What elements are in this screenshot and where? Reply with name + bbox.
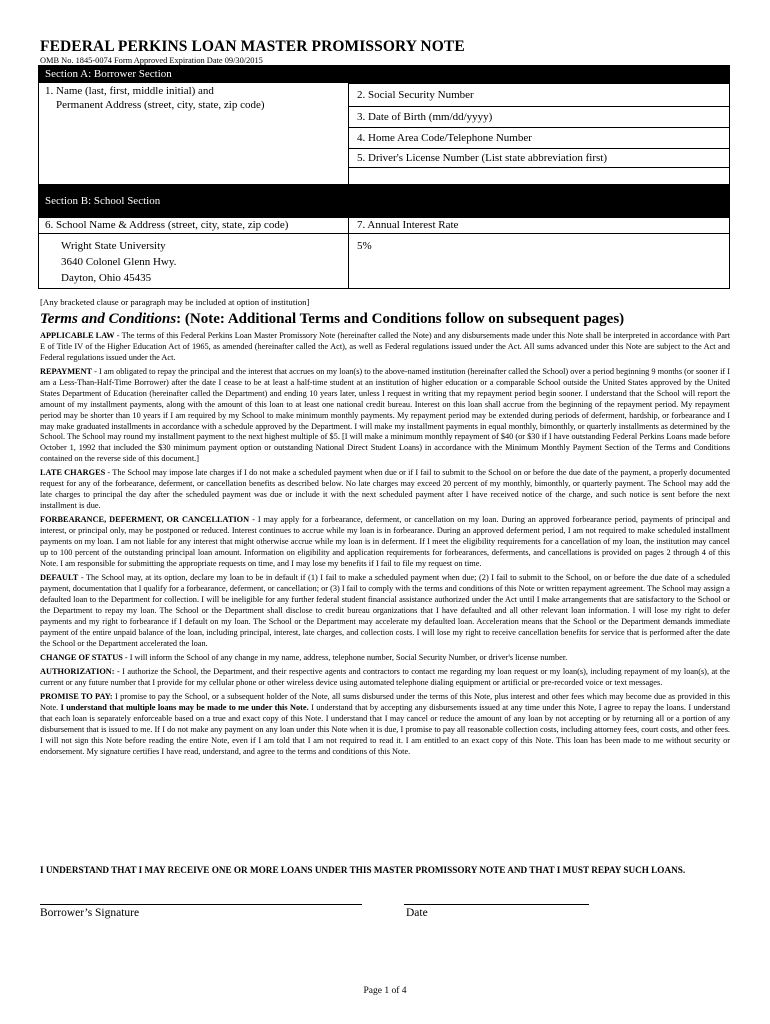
section-b-divider xyxy=(348,218,349,288)
text-forbearance: - I may apply for a forbearance, deferment, or cancellation on my loan. During an approved forbearance period, payments of principal and interest, or principal only, may be postponed or reduced. Interest continues to accrue while my loan is in forbearance. During an approved deferment period, I am not required to make scheduled installment payments on my loan. I am not liable for any interest that might otherwise accrue while my loan is in deferment. If I meet the eligibility requirements for a cancellation of my loan, the institution may cancel up to 100 percent of the outstanding principal loan amount. Information on eligibility and application requirements for forbearances, deferments, and cancellations is provided on pages 2 through 4 of this Note. I am responsible for submitting the appropriate requests on time, and I may lose my benefits if I fail to file my request on time. xyxy=(40,515,730,569)
text-repayment: - I am obligated to repay the principal and the interest that accrues on my loan(s) to the above-named institution (hereinafter called the School) over a period beginning 9 months (or sooner if I am a Less-Than-Half-Time Borrower) after the date I cease to be at least a half-time student at an institution of higher education or a comparable School outside the United States approved by the United States Department of Education (hereinafter called the Department) and ending 10 years later, unless I request in writing that my repayment period begin sooner. I understand that the School will report the amount of my installment payments, along with the amount of this loan to at least one national credit bureau. Interest on this loan shall accrue from the beginning of the repayment period. My repayment period may be shorter than 10 years if I am required by my School to make minimum monthly payments. My repayment period may be extended during periods of deferment, hardship, or forbearance and I may make graduated installments in accordance with a schedule approved by the Department. I will make my installment payments in equal monthly, bimonthly, or quarterly installments as determined by the School. The School may round my installment payment to the next highest multiple of $5. [I will make a minimum monthly repayment of $40 (or $30 if I have outstanding Federal Perkins Loans made before October 1, 1992 that included the $30 minimum payment option or outstanding National Direct Student Loans) in accordance with the Minimum Monthly Payment Section of the Terms and Conditions contained on the reverse side of this document.] xyxy=(40,367,730,464)
paragraph-authorization xyxy=(40,667,730,689)
terms-heading-italic: Terms and Conditions xyxy=(40,311,177,327)
school-name: Wright State University xyxy=(61,240,166,252)
label-repayment: REPAYMENT xyxy=(40,367,93,377)
field-school-address-label: 6. School Name & Address (street, city, state, zip code) xyxy=(45,219,289,231)
paragraph-repayment xyxy=(40,367,730,465)
label-default: DEFAULT xyxy=(40,573,79,583)
borrower-signature-line[interactable] xyxy=(40,904,362,905)
field-dob-label[interactable]: 3. Date of Birth (mm/dd/yyyy) xyxy=(357,111,493,123)
school-city: Dayton, Ohio 45435 xyxy=(61,272,152,284)
document-title: FEDERAL PERKINS LOAN MASTER PROMISSORY NOTE xyxy=(40,38,465,55)
paragraph-applicable-law xyxy=(40,331,730,364)
rule xyxy=(348,148,729,149)
paragraph-default xyxy=(40,573,730,649)
section-a-heading: Section A: Borrower Section xyxy=(39,66,729,83)
label-applicable-law: APPLICABLE LAW xyxy=(40,331,115,340)
field-phone-label[interactable]: 4. Home Area Code/Telephone Number xyxy=(357,132,532,144)
text-promise-a: I promise to pay the School, or a subsequent holder of the Note, all sums disbursed under the terms of this Note, plus interest and other fees which may become due as provided in this Note. xyxy=(40,692,730,713)
section-a-divider xyxy=(348,83,349,184)
interest-rate-value: 5% xyxy=(357,240,372,252)
text-applicable-law: - The terms of this Federal Perkins Loan Master Promissory Note (hereinafter called the Note) and any disbursements made under this Note shall be interpreted in accordance with Part E of Title IV of the Higher Education Act of 1965, as amended (hereinafter called the Act), as well as Federal regulations issued under the Act. All sums advanced under this Note are subject to the Act and Federal regulations issued under the Act. xyxy=(40,331,730,362)
field-ssn-label[interactable]: 2. Social Security Number xyxy=(357,89,474,101)
terms-heading-rest: : (Note: Additional Terms and Conditions follow on subsequent pages) xyxy=(176,311,625,327)
text-promise-bold: I understand that multiple loans may be made to me under this Note. xyxy=(60,703,309,713)
date-label: Date xyxy=(406,907,428,919)
paragraph-promise xyxy=(40,692,730,757)
label-promise: PROMISE TO PAY: xyxy=(40,692,113,702)
bracket-note: [Any bracketed clause or paragraph may be included at option of institution] xyxy=(40,297,310,307)
page-number: Page 1 of 4 xyxy=(363,986,407,996)
paragraph-change-of-status xyxy=(40,653,730,664)
rule xyxy=(39,233,729,234)
text-promise-b: I understand that by accepting any disbursements issued at any time under this Note, I agree to repay the loans. I understand that each loan is separately enforceable based on a true and exact copy of this Note. I understand that I may cancel or reduce the amount of any loan by not accepting or by returning all or a portion of any disbursement that is issued to me. If I do not make any payment on any loan under this Note when it is due, I promise to pay all reasonable collection costs, including attorney fees, court costs, and other fees. I will not sign this Note before reading the entire Note, even if I am told that I am not required to read it. I am entitled to an exact copy of this Note. This loan has been made to me without security or endorsement. My signature certifies I have read, understand, and agree to the terms and conditions of this Note. xyxy=(40,703,730,756)
rule xyxy=(348,106,729,107)
rule xyxy=(348,167,729,168)
borrower-signature-label: Borrower’s Signature xyxy=(40,907,140,919)
label-forbearance: FORBEARANCE, DEFERMENT, OR CANCELLATION xyxy=(40,515,250,525)
label-change-of-status: CHANGE OF STATUS xyxy=(40,652,123,662)
paragraph-late-charges xyxy=(40,468,730,512)
field-permanent-address-label: Permanent Address (street, city, state, zip code) xyxy=(56,99,265,111)
field-interest-rate-label: 7. Annual Interest Rate xyxy=(357,219,459,231)
label-late-charges: LATE CHARGES xyxy=(40,468,106,478)
date-line[interactable] xyxy=(404,904,589,905)
school-street: 3640 Colonel Glenn Hwy. xyxy=(61,256,177,268)
acknowledgement: I UNDERSTAND THAT I MAY RECEIVE ONE OR MORE LOANS UNDER THIS MASTER PROMISSORY NOTE AND THAT I MUST REPAY SUCH LOANS. xyxy=(40,865,686,875)
section-b-heading: Section B: School Section xyxy=(39,184,729,218)
terms-body xyxy=(40,331,730,761)
rule xyxy=(348,83,729,84)
form-table xyxy=(38,65,730,289)
paragraph-forbearance xyxy=(40,515,730,570)
text-default: - The School may, at its option, declare my loan to be in default if (1) I fail to make a scheduled payment when due; (2) I fail to submit to the School, on or before the due date of a scheduled payment, documentation that I qualify for a forbearance, deferment, or cancellation; or (3) I fail to comply with the terms and conditions of this Note or written repayment agreement. The School may assign a defaulted loan to the Department for collection. I will be ineligible for any further federal student financial assistance authorized under the Act until I make arrangements that are satisfactory to the School or the Department to repay my loan. The School or the Department shall disclose to credit bureau organizations that I have defaulted and all other relevant loan information. I will lose my right to defer payments and my right to forbearance if I default on my loan. The School or the Department may accelerate my defaulted loan. Acceleration means that the School or the Department demands immediate payment of the entire unpaid balance of the loan, including principal, interest, late charges, and collection costs. I will lose my right to receive cancellation benefits for service that is performed after the date the School or the Department accelerated the loan. xyxy=(40,573,730,648)
text-late-charges: - The School may impose late charges if I do not make a scheduled payment when due or if I fail to submit to the School on or before the due date of the payment, a properly documented request for any of the forbearance, deferment, or cancellation benefits as described below. No late charges may exceed 20 percent of my monthly, bimonthly, or quarterly payment. The School may add the late charges to principal the day after the scheduled payment was due or include it with the next scheduled payment after I have received notice of the charge, and such notice is sent before the next installment is due. xyxy=(40,468,730,511)
text-authorization: - I authorize the School, the Department, and their respective agents and contractors to contact me regarding my loan request or my loan(s), including repayment of my loan(s), at the current or any future number that I provide for my cellular phone or other wireless device using automated telephone dialing equipment or artificial or pre-recorded voice or text messages. xyxy=(40,667,730,687)
omb-number: OMB No. 1845-0074 Form Approved Expiration Date 09/30/2015 xyxy=(40,56,263,65)
text-change-of-status: - I will inform the School of any change in my name, address, telephone number, Social Security Number, or driver's license number. xyxy=(122,652,568,662)
field-license-label[interactable]: 5. Driver's License Number (List state abbreviation first) xyxy=(357,152,608,164)
field-name-address-label: 1. Name (last, first, middle initial) and xyxy=(45,85,214,97)
label-authorization: AUTHORIZATION: xyxy=(40,667,115,677)
terms-heading xyxy=(40,311,624,328)
rule xyxy=(348,127,729,128)
